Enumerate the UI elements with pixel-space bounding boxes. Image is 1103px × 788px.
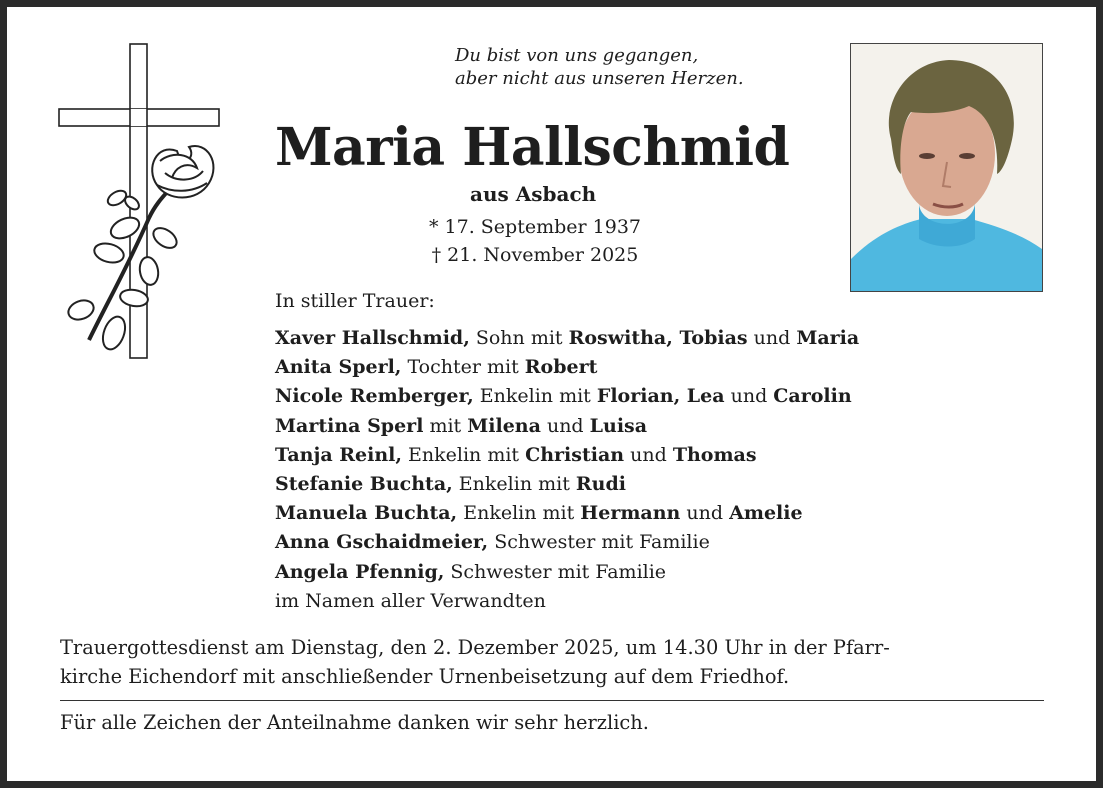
mourner-line <box>275 412 859 441</box>
mourner-relation: und <box>724 385 774 408</box>
mourner-name: Amelie <box>729 502 803 525</box>
mourner-relation: mit <box>423 414 468 437</box>
mourner-relation: Enkelin mit <box>452 473 576 496</box>
divider <box>60 700 1044 701</box>
mourner-relation: und <box>747 327 797 349</box>
birth-date: * 17. September 1937 <box>429 216 641 238</box>
mourner-relation: und <box>540 414 590 437</box>
mourner-relation: Enkelin mit <box>402 443 526 466</box>
mourner-name: Thomas <box>672 443 757 466</box>
mourning-intro: In stiller Trauer: <box>275 290 435 312</box>
origin: aus Asbach <box>470 182 597 206</box>
mourners-list <box>275 324 859 616</box>
mourner-name: Nicole Remberger, <box>275 385 474 408</box>
motto <box>455 44 744 90</box>
mourner-relation: Enkelin mit <box>473 385 597 408</box>
mourner-line <box>275 587 859 616</box>
thanks-note: Für alle Zeichen der Anteilnahme danken wir sehr herzlich. <box>60 711 649 734</box>
mourner-name: Xaver Hallschmid, <box>275 327 470 349</box>
mourner-line <box>275 528 859 557</box>
mourner-name: Angela Pfennig, <box>275 560 445 583</box>
service-line-2: kirche Eichendorf mit anschließender Urnenbeisetzung auf dem Friedhof. <box>60 665 790 688</box>
mourner-line <box>275 441 859 470</box>
mourner-name: Christian <box>525 443 625 466</box>
funeral-service-info <box>60 633 1050 691</box>
mourner-name: Hermann <box>580 502 681 525</box>
mourner-relation: Schwester mit Familie <box>444 560 667 583</box>
deceased-name: Maria Hallschmid <box>275 117 790 178</box>
mourner-relation: Schwester mit Familie <box>488 531 710 554</box>
mourner-line <box>275 499 859 528</box>
mourner-name: Tanja Reinl, <box>275 443 402 466</box>
mourner-line <box>275 470 859 499</box>
mourner-relation: und <box>680 502 730 525</box>
mourner-name: Anna Gschaidmeier, <box>275 531 489 554</box>
mourner-line <box>275 382 859 411</box>
mourner-name: Martina Sperl <box>275 414 424 437</box>
mourner-relation: und <box>624 443 673 466</box>
portrait-photo <box>850 43 1043 292</box>
mourner-name: Stefanie Buchta, <box>275 473 453 496</box>
mourner-name: Florian, Lea <box>596 385 725 408</box>
life-dates <box>405 213 665 269</box>
service-line-1: Trauergottesdienst am Dienstag, den 2. Dezember 2025, um 14.30 Uhr in der Pfarr- <box>60 636 890 659</box>
mourner-relation: Tochter mit <box>401 356 525 379</box>
mourner-line <box>275 353 859 382</box>
motto-line-1: Du bist von uns gegangen, <box>455 45 699 66</box>
mourner-name: Luisa <box>589 414 648 437</box>
mourner-name: Carolin <box>773 385 852 408</box>
mourner-name: Roswitha, Tobias <box>568 327 748 349</box>
mourner-name: Milena <box>467 414 541 437</box>
mourner-name: Anita Sperl, <box>275 356 402 379</box>
mourner-relation: im Namen aller Verwandten <box>275 589 546 612</box>
motto-line-2: aber nicht aus unseren Herzen. <box>455 68 744 89</box>
mourner-name: Manuela Buchta, <box>275 502 458 525</box>
cross-with-rose-icon <box>57 43 227 365</box>
mourner-line <box>275 324 859 353</box>
death-date: † 21. November 2025 <box>431 244 639 266</box>
mourner-relation: Enkelin mit <box>457 502 581 525</box>
mourner-relation: Sohn mit <box>469 327 569 349</box>
mourner-name: Maria <box>796 327 860 349</box>
mourner-line <box>275 558 859 587</box>
mourner-name: Rudi <box>575 473 626 496</box>
mourner-name: Robert <box>524 356 598 379</box>
